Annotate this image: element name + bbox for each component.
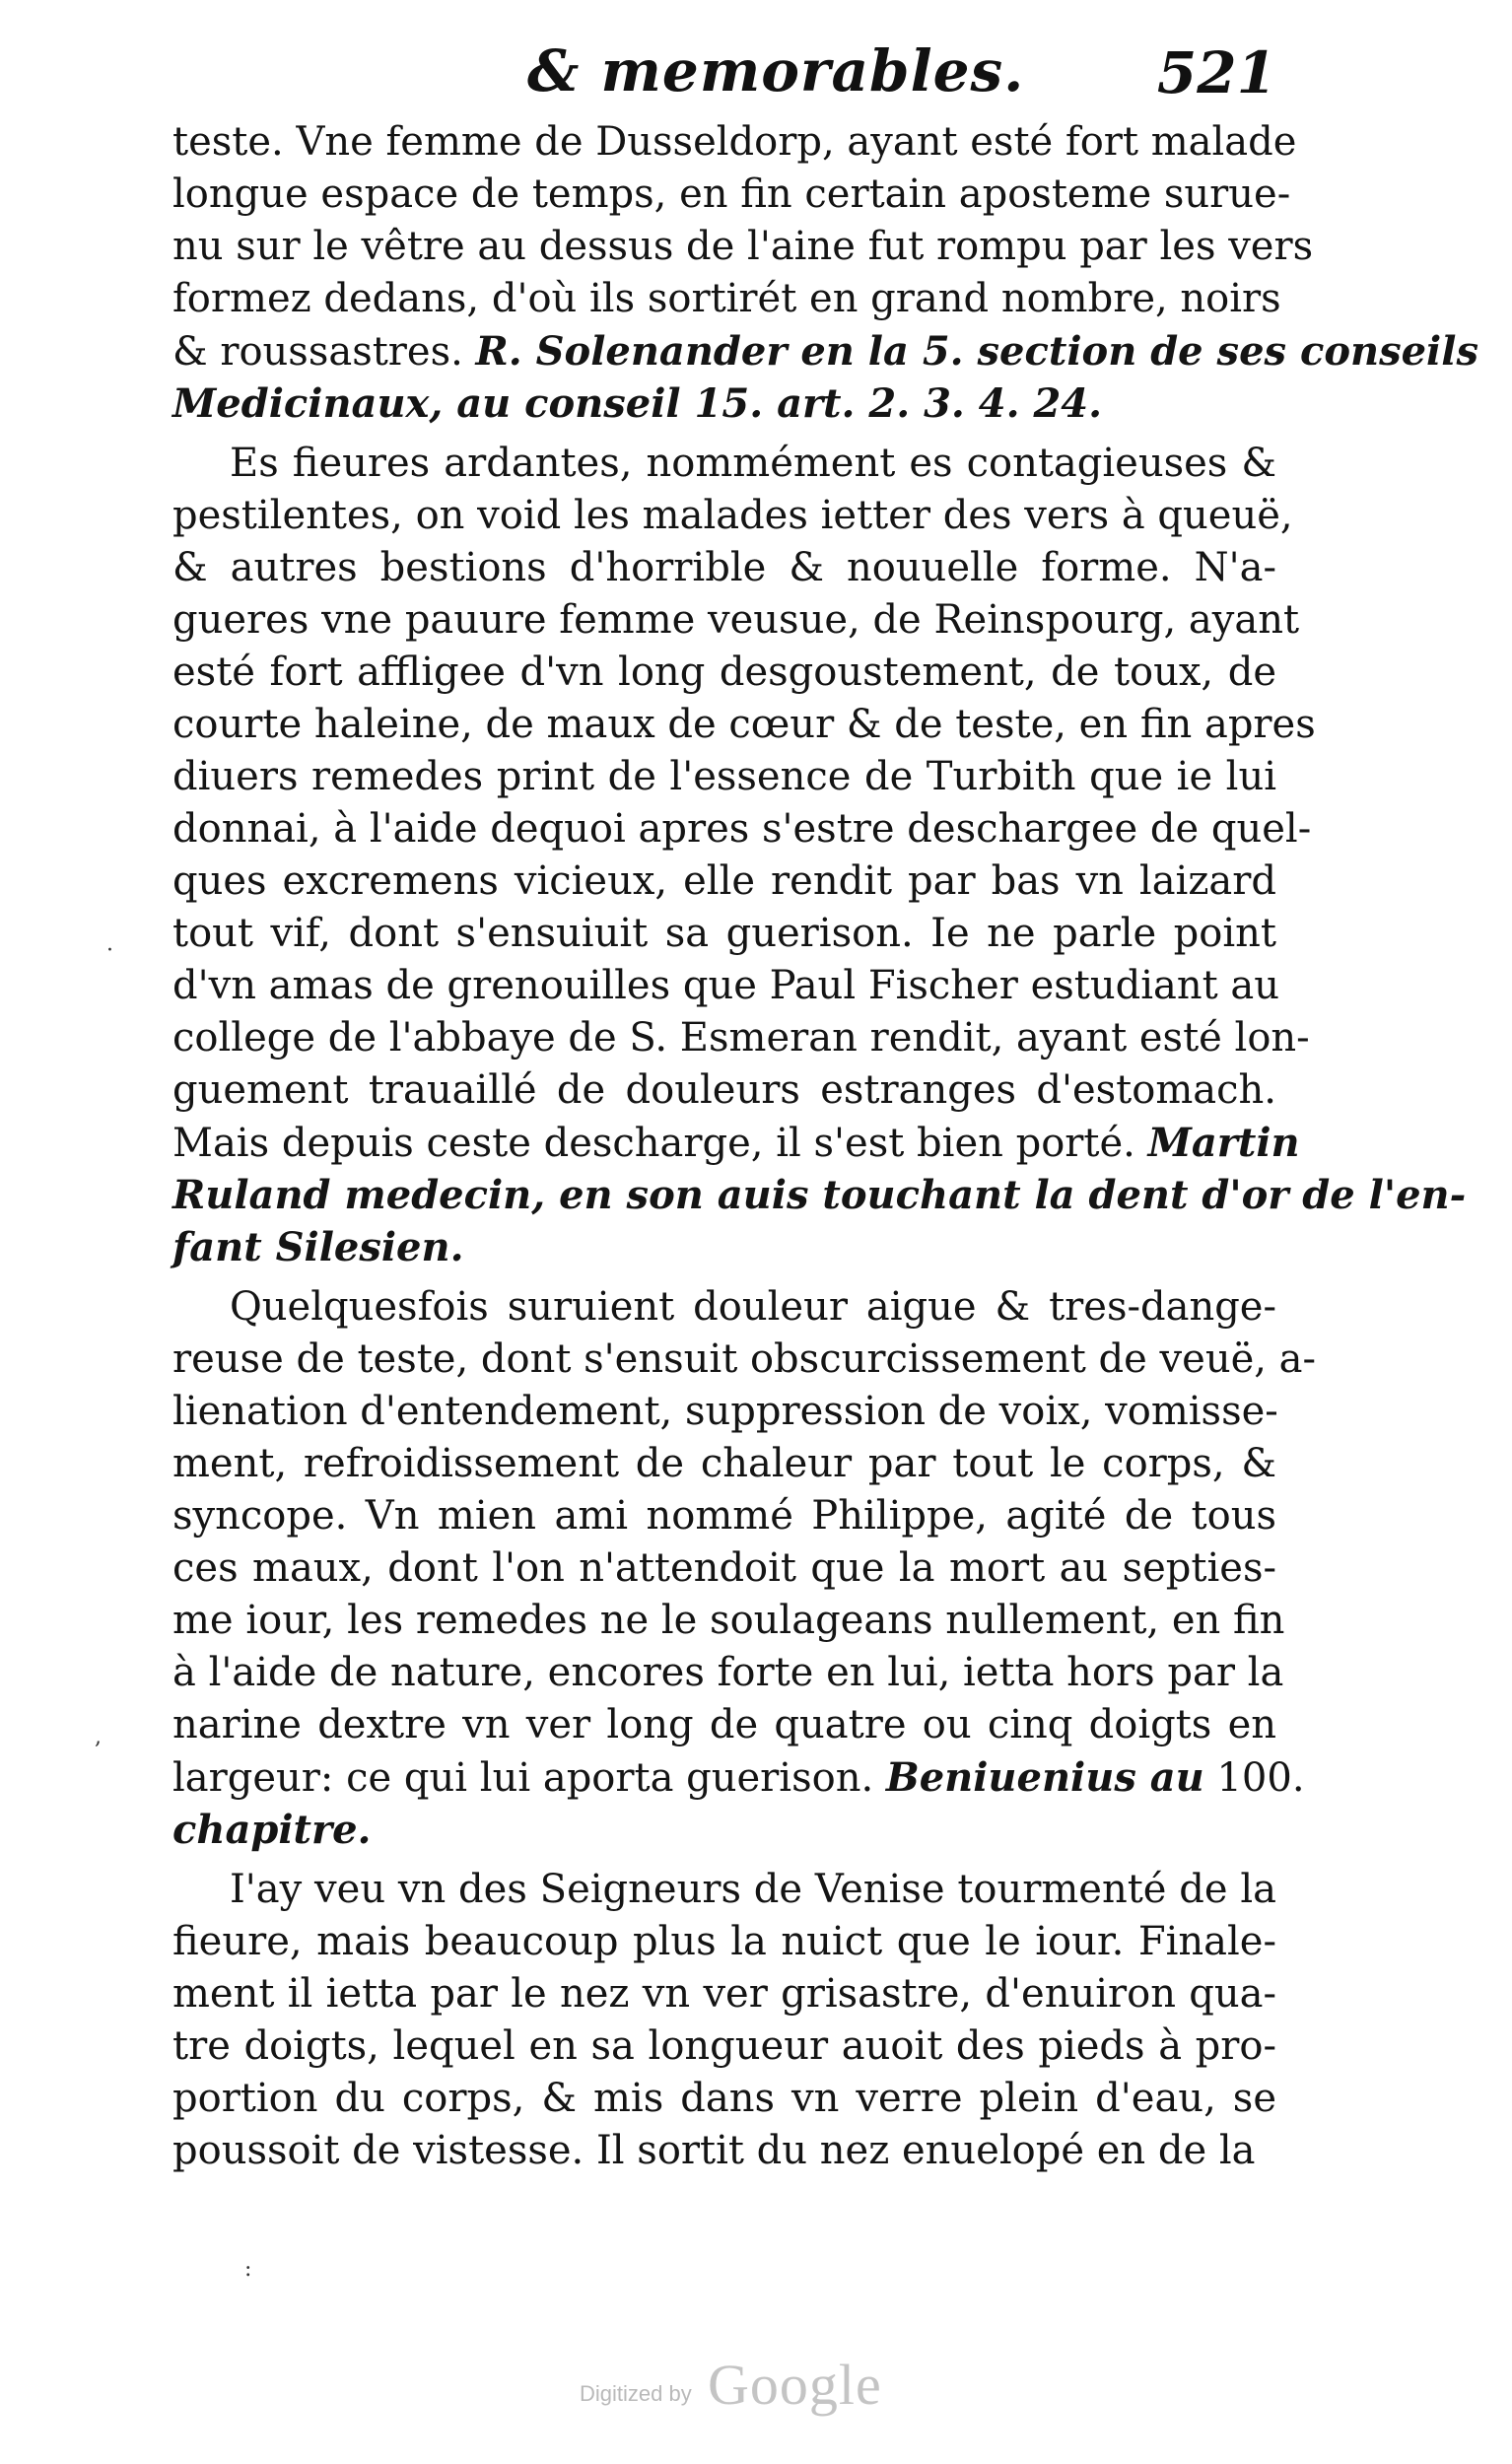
text-line [172, 1281, 1276, 1334]
running-title: & memorables. [527, 37, 1025, 104]
text-segment: syncope. Vn mien ami nommé Philippe, agité de tous [172, 1493, 1276, 1539]
text-line [172, 803, 1312, 856]
text-segment: ces maux, dont l'on n'attendoit que la mort au septies- [172, 1545, 1276, 1591]
text-line [172, 221, 1314, 273]
text-segment: reuse de teste, dont s'ensuit obscurcissement de veuë, a- [172, 1336, 1317, 1382]
text-line [172, 1864, 1276, 1916]
margin-comma-mark: , [95, 1725, 102, 1749]
text-line [172, 1699, 1276, 1751]
text-segment: lienation d'entendement, suppression de voix, vomisse- [172, 1389, 1278, 1434]
text-segment: ment il ietta par le nez vn ver grisastre, d'enuiron qua- [172, 1971, 1276, 2017]
text-segment: Mais depuis ceste descharge, il s'est bien porté. [172, 1121, 1148, 1166]
text-line [172, 1169, 1467, 1221]
text-segment: gueres vne pauure femme veusue, de Reinspourg, ayant [172, 597, 1300, 643]
text-segment: tre doigts, lequel en sa longueur auoit des pieds à pro- [172, 2023, 1276, 2069]
text-line [172, 908, 1276, 960]
text-segment: Es fieures ardantes, nommément es contagieuses & [230, 441, 1276, 486]
text-segment: & autres bestions d'horrible & nouuelle forme. N'a- [172, 545, 1276, 590]
text-line [172, 1117, 1300, 1169]
text-segment: longue espace de temps, en fin certain aposteme surue- [172, 171, 1291, 217]
text-line [172, 542, 1276, 594]
text-line [172, 647, 1276, 699]
italic-citation: Medicinaux, au conseil 15. art. 2. 3. 4. 24. [172, 380, 1103, 427]
text-line [172, 1968, 1276, 2020]
text-line [172, 1542, 1276, 1595]
text-segment: à l'aide de nature, encores forte en lui, ietta hors par la [172, 1650, 1284, 1695]
text-segment: teste. Vne femme de Dusseldorp, ayant esté fort malade [172, 119, 1297, 165]
text-segment: poussoit de vistesse. Il sortit du nez enuelopé en de la [172, 2128, 1256, 2173]
text-line [172, 1804, 1276, 1856]
text-line [172, 490, 1293, 542]
text-segment: largeur: ce qui lui aporta guerison. [172, 1755, 886, 1801]
text-line [172, 438, 1276, 490]
italic-citation: Ruland medecin, en son auis touchant la dent d'or de l'en- [172, 1172, 1467, 1218]
text-segment: fieure, mais beaucoup plus la nuict que le iour. Finale- [172, 1919, 1276, 1964]
text-line [172, 1438, 1276, 1490]
body-text [172, 116, 1478, 2177]
text-line [172, 2020, 1276, 2073]
text-line [172, 1490, 1276, 1542]
text-line [172, 856, 1276, 908]
text-segment: guement trauaillé de douleurs estranges d'estomach. [172, 1067, 1276, 1113]
text-line [172, 116, 1297, 169]
text-segment: college de l'abbaye de S. Esmeran rendit, ayant esté lon- [172, 1015, 1310, 1061]
text-segment: d'vn amas de grenouilles que Paul Fischer estudiant au [172, 963, 1280, 1008]
italic-citation: Beniuenius au [885, 1754, 1204, 1801]
text-segment: Quelquesfois suruient douleur aigue & tres-dange- [230, 1284, 1276, 1330]
paragraph-gap [172, 1856, 1276, 1864]
text-segment: formez dedans, d'où ils sortirét en grand nombre, noirs [172, 276, 1281, 321]
text-segment: esté fort affligee d'vn long desgoustement, de toux, de [172, 650, 1276, 695]
text-line [172, 1064, 1276, 1117]
text-line [172, 325, 1478, 377]
text-line [172, 377, 1276, 430]
margin-colon-mark: : [244, 2257, 252, 2282]
text-segment: portion du corps, & mis dans vn verre plein d'eau, se [172, 2076, 1276, 2121]
text-line [172, 1386, 1276, 1438]
paragraph-gap [172, 1273, 1276, 1281]
text-line [172, 1334, 1317, 1386]
text-line [172, 1751, 1305, 1804]
page-number: 521 [1156, 39, 1276, 106]
google-watermark-logo: Google [708, 2353, 882, 2417]
text-segment: narine dextre vn ver long de quatre ou cinq doigts en [172, 1702, 1276, 1747]
digitized-by-watermark [580, 2352, 934, 2421]
text-segment: tout vif, dont s'ensuiuit sa guerison. Ie ne parle point [172, 911, 1276, 956]
text-line [172, 1647, 1284, 1699]
text-segment: & roussastres. [172, 329, 476, 375]
margin-dot-mark: · [106, 938, 113, 963]
text-line [172, 699, 1316, 751]
text-segment: courte haleine, de maux de cœur & de teste, en fin apres [172, 702, 1316, 747]
text-segment: me iour, les remedes ne le soulageans nullement, en fin [172, 1598, 1285, 1643]
paragraph-gap [172, 430, 1276, 438]
text-line [172, 751, 1276, 803]
text-line [172, 1916, 1276, 1968]
text-line [172, 960, 1280, 1012]
text-segment: pestilentes, on void les malades ietter des vers à queuë, [172, 493, 1293, 538]
text-line [172, 1012, 1310, 1064]
text-line [172, 594, 1300, 647]
text-line [172, 2125, 1276, 2177]
text-segment: diuers remedes print de l'essence de Turbith que ie lui [172, 754, 1276, 799]
digitized-by-label: Digitized by [580, 2381, 692, 2406]
text-line [172, 169, 1291, 221]
text-segment: I'ay veu vn des Seigneurs de Venise tourmenté de la [230, 1867, 1276, 1912]
italic-citation: fant Silesien. [172, 1224, 464, 1270]
text-segment: 100. [1203, 1755, 1305, 1801]
running-head [172, 37, 1276, 116]
italic-citation: chapitre. [172, 1807, 372, 1853]
italic-citation: Martin [1147, 1120, 1300, 1166]
text-line [172, 1595, 1285, 1647]
text-segment: ment, refroidissement de chaleur par tout le corps, & [172, 1441, 1276, 1486]
text-line [172, 1221, 1276, 1273]
italic-citation: R. Solenander en la 5. section de ses conseils [475, 328, 1478, 375]
text-line [172, 273, 1281, 325]
text-segment: donnai, à l'aide dequoi apres s'estre deschargee de quel- [172, 806, 1312, 852]
text-segment: ques excremens vicieux, elle rendit par bas vn laizard [172, 858, 1276, 904]
text-line [172, 2073, 1276, 2125]
text-segment: nu sur le vêtre au dessus de l'aine fut rompu par les vers [172, 224, 1314, 269]
